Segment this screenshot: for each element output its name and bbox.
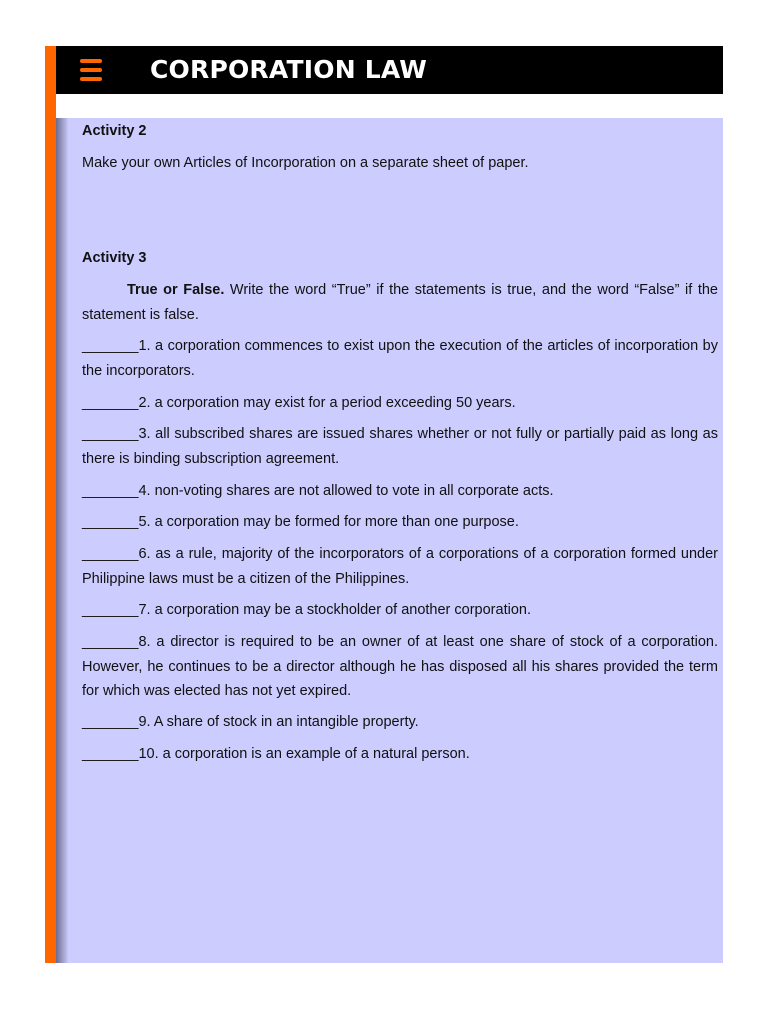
- question-9: _______9. A share of stock in an intangible property.: [82, 714, 419, 730]
- header-bar: [56, 46, 723, 94]
- instruction-bold: True or False.: [127, 282, 225, 298]
- content-panel: [68, 118, 723, 963]
- activity3-heading: Activity 3: [82, 250, 147, 266]
- question-2: _______2. a corporation may exist for a period exceeding 50 years.: [82, 395, 516, 411]
- hamburger-menu-icon[interactable]: [80, 59, 102, 81]
- left-accent-bar: [45, 46, 56, 963]
- question-8: _______8. a director is required to be an owner of at least one share of stock of a corporation. However, he continues to be a director although he has disposed all his shares provided the term for which was elected has not yet expired.: [82, 634, 718, 699]
- question-4: _______4. non-voting shares are not allowed to vote in all corporate acts.: [82, 483, 554, 499]
- content-shadow: [56, 118, 68, 963]
- instruction-text: Write the word “True” if the statements is true, and the word “False” if the statement is false.: [82, 282, 718, 323]
- question-7: _______7. a corporation may be a stockholder of another corporation.: [82, 602, 531, 618]
- activity3-instruction: [82, 278, 718, 327]
- question-5: _______5. a corporation may be formed for more than one purpose.: [82, 514, 519, 530]
- question-6: _______6. as a rule, majority of the incorporators of a corporations of a corporation formed under Philippine laws must be a citizen of the Philippines.: [82, 546, 718, 587]
- question-3: _______3. all subscribed shares are issued shares whether or not fully or partially paid as long as there is binding subscription agreement.: [82, 426, 718, 467]
- activity2-heading: Activity 2: [82, 123, 147, 139]
- question-10: _______10. a corporation is an example of a natural person.: [82, 746, 470, 762]
- page-title: CORPORATION LAW: [150, 55, 428, 84]
- question-1: _______1. a corporation commences to exist upon the execution of the articles of incorporation by the incorporators.: [82, 338, 718, 379]
- activity2-text: Make your own Articles of Incorporation on a separate sheet of paper.: [82, 155, 529, 171]
